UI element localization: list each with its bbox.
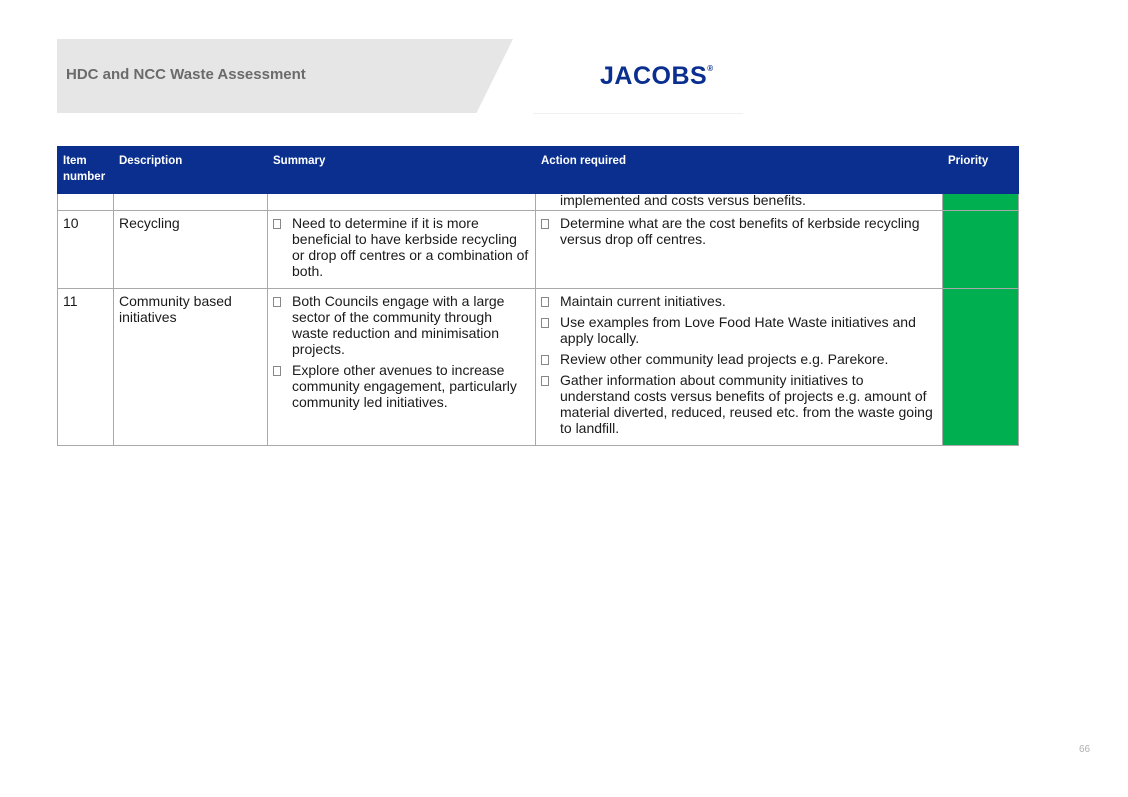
table-row: [58, 211, 1019, 289]
cell-summary: [268, 211, 536, 289]
table-header-row: [58, 147, 1019, 194]
page-title: HDC and NCC Waste Assessment: [66, 66, 306, 83]
col-priority: Priority: [943, 147, 1019, 194]
priority-indicator: [943, 289, 1019, 446]
cell-action-required: [536, 211, 943, 289]
logo-divider: [533, 113, 743, 114]
cell-description: Community based initiatives: [114, 289, 268, 446]
cell-empty: [114, 194, 268, 211]
logo-text: JACOBS: [600, 62, 708, 90]
cell-item-number: 10: [58, 211, 114, 289]
cell-action-continued: [536, 194, 943, 211]
cell-description: Recycling: [114, 211, 268, 289]
col-item-number: Item number: [58, 147, 114, 194]
cell-empty: [58, 194, 114, 211]
jacobs-logo: [600, 62, 714, 91]
page-number: 66: [1079, 744, 1091, 755]
cell-summary: [268, 289, 536, 446]
assessment-table: [57, 146, 1019, 446]
action-bullet: Gather information about community initiatives to understand costs versus benefits of projects e.g. amount of material diverted, reduced, reused etc. from the waste going to landfill.: [541, 372, 937, 436]
action-bullet: Review other community lead projects e.g. Parekore.: [541, 351, 937, 367]
col-description: Description: [114, 147, 268, 194]
continuation-text: implemented and costs versus benefits.: [560, 192, 806, 208]
col-summary: Summary: [268, 147, 536, 194]
summary-bullet: Need to determine if it is more beneficial to have kerbside recycling or drop off centres or a combination of both.: [273, 215, 530, 279]
cell-empty: [268, 194, 536, 211]
col-action-required: Action required: [536, 147, 943, 194]
cell-action-required: [536, 289, 943, 446]
table-row: [58, 289, 1019, 446]
action-bullet: Maintain current initiatives.: [541, 293, 937, 309]
table-row-continuation: [58, 194, 1019, 211]
cell-item-number: 11: [58, 289, 114, 446]
logo-mark: ®: [707, 64, 714, 73]
priority-indicator: [943, 211, 1019, 289]
action-bullet: Use examples from Love Food Hate Waste initiatives and apply locally.: [541, 314, 937, 346]
priority-indicator: [943, 194, 1019, 211]
action-bullet: Determine what are the cost benefits of kerbside recycling versus drop off centres.: [541, 215, 937, 247]
summary-bullet: Explore other avenues to increase community engagement, particularly community led initiatives.: [273, 362, 530, 410]
summary-bullet: Both Councils engage with a large sector of the community through waste reduction and minimisation projects.: [273, 293, 530, 357]
